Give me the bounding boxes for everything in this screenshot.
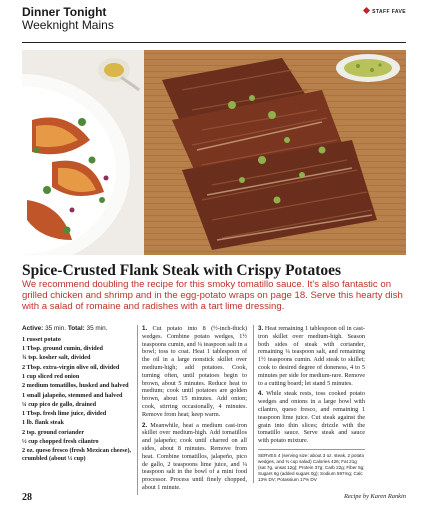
active-value: 35 min.: [43, 325, 68, 332]
page-number: 28: [22, 492, 32, 503]
step-number: 4.: [258, 390, 264, 398]
ingredient-item: ½ cup chopped fresh cilantro: [22, 438, 99, 446]
step-text: Cut potato into 8 (½-inch-thick) wedges. Combine potato wedges, 1½ teaspoons cumin, and ¼ teaspoon salt in a bowl; toss to coat. Heat 1 tablespoon of the oil in a large nonstick skillet over medium-high; add potatoes. Cook, turning often, until potatoes begin to brown, about 5 minutes. Reduce heat to medium; cook until potatoes are golden brown, about 15 minutes. Add onion; cook, stirring occasionally, 4 minutes. Remove from heat; keep warm.: [142, 325, 247, 418]
steak-photo-illustration: [22, 50, 406, 255]
step-text: Heat remaining 1 tablespoon oil in cast-iron skillet over medium-high. Season both sides of steak with coriander, remaining ¼ teaspoon salt, and remaining 1½ teaspoons cumin. Add steak to skillet; cook to desired degree of doneness, 4 to 5 minutes per side for medium-rare. Remove to a cutting board; let stand 5 minutes.: [258, 325, 365, 387]
ingredient-item: 2 medium tomatillos, husked and halved: [22, 382, 129, 390]
recipe-step: [142, 325, 247, 419]
ingredient-item: 2 tsp. ground coriander: [22, 428, 85, 436]
steps-column-3: [253, 325, 365, 483]
diamond-icon: [363, 7, 370, 14]
ingredient-item: 1 russet potato: [22, 335, 61, 343]
series-title: Dinner Tonight: [22, 5, 107, 19]
step-number: 2.: [142, 421, 148, 429]
steps-column-2: [137, 325, 247, 495]
recipe-step: [258, 325, 365, 387]
staff-fave-badge: [364, 8, 406, 15]
ingredient-item: ¼ cup pico de gallo, drained: [22, 400, 97, 408]
step-number: 1.: [142, 325, 148, 332]
active-label: Active:: [22, 325, 44, 332]
step-number: 3.: [258, 325, 264, 332]
page-header: [22, 6, 406, 42]
nutrition-info: SERVES 4 (serving size: about 3 oz. steak, 2 potato wedges, and ¾ cup salad) Calories 426; Fat 21g (sat 7g, unsat 12g); Protein 37g; Carb 22g; Fiber 5g; Sugars 6g (added sugars 0g); Sodium 597mg; Calc 13% DV; Potassium 17% DV: [258, 449, 365, 483]
ingredients-column: [22, 325, 132, 464]
ingredient-item: 1 Tbsp. fresh lime juice, divided: [22, 410, 107, 418]
recipe-step: [258, 390, 365, 445]
ingredient-item: 1 cup sliced red onion: [22, 372, 80, 380]
series-subtitle: Weeknight Mains: [22, 18, 114, 32]
step-text: While steak rests, toss cooked potato wedges and onions in a large bowl with cilantro, queso fresco, and remaining 1 teaspoon lime juice. Cut steak against the grain into thin slices; drizzle with the tomatillo sauce. Serve steak and sauce with potato mixture.: [258, 390, 365, 445]
recipe-credit: Recipe by Karen Rankin: [343, 493, 406, 500]
ingredient-item: 1 Tbsp. ground cumin, divided: [22, 345, 103, 353]
recipe-title: Spice-Crusted Flank Steak with Crispy Potatoes: [22, 262, 342, 279]
ingredient-item: 2 oz. queso fresco (fresh Mexican cheese), crumbled (about ½ cup): [22, 447, 132, 463]
ingredient-item: 1 small jalapeño, stemmed and halved: [22, 391, 123, 399]
recipe-step: [142, 422, 247, 492]
time-info: [22, 325, 132, 333]
ingredient-item: ¾ tsp. kosher salt, divided: [22, 354, 91, 362]
step-text: Meanwhile, heat a medium cast-iron skillet over medium-high. Add tomatillos and jalapeño; cook until charred on all sides, about 8 minutes. Remove from heat. Combine tomatillos, jalapeño, pico de gallo, 2 teaspoons lime juice, and ¼ teaspoon salt in the bowl of a mini food processor. Process until finely chopped, about 1 minute.: [142, 421, 247, 491]
ingredient-item: 2 Tbsp. extra-virgin olive oil, divided: [22, 363, 120, 371]
recipe-photo: [22, 50, 406, 255]
ingredient-item: 1 lb. flank steak: [22, 419, 64, 427]
recipe-dek: We recommend doubling the recipe for this smoky tomatillo sauce. It's also fantastic on grilled chicken and shrimp and in the egg-potato wraps on page 18. Serve this hearty dish with a salad of romaine and radishes with a tart lime dressing.: [22, 279, 403, 313]
total-label: Total:: [67, 325, 85, 332]
header-rule: [22, 42, 406, 43]
staff-fave-label: STAFF FAVE: [372, 9, 406, 15]
total-value: 35 min.: [84, 325, 108, 332]
